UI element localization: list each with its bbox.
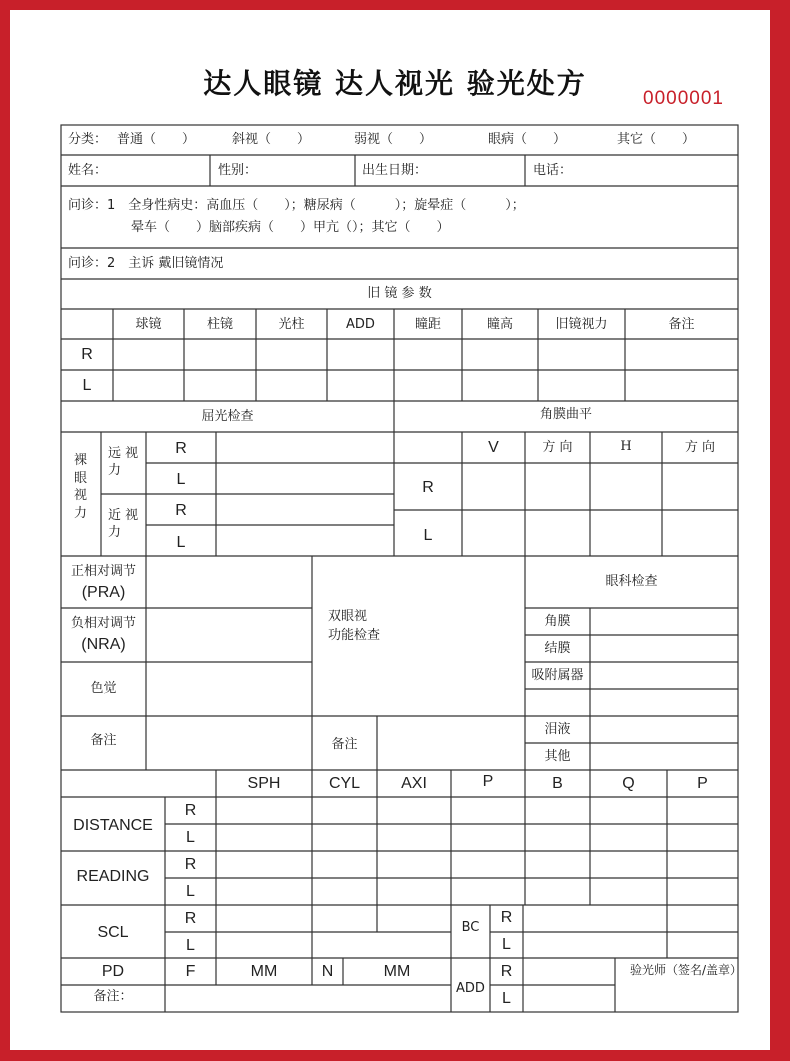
rx-header: AXI (401, 775, 427, 792)
pra-label: 正相对调节 (70, 564, 136, 579)
nra-abbr: (NRA) (81, 636, 126, 653)
add-l: L (502, 990, 511, 1007)
rx-header: Q (622, 775, 635, 792)
near-l: L (176, 534, 186, 551)
scl-label: SCL (97, 924, 129, 941)
other-checkbox[interactable]: 其它（ ） (617, 132, 696, 147)
pd-n: N (321, 963, 334, 980)
rx-header: P (482, 773, 494, 790)
eye-exam-item: 吸附属器 (531, 668, 584, 683)
remark-mid-label: 备注 (331, 737, 358, 752)
distance-l: L (186, 829, 195, 846)
cornea-v: V (488, 439, 499, 456)
pd-mm-far: MM (250, 963, 278, 980)
distance-label: DISTANCE (73, 817, 153, 834)
rx-header: CYL (328, 775, 361, 792)
reading-l: L (186, 883, 195, 900)
inquiry2-text: 问诊：2 主诉 戴旧镜情况 (68, 256, 224, 271)
eye-exam-item: 角膜 (544, 614, 571, 629)
eye-exam-item: 泪液 (544, 722, 571, 737)
eye-exam-item: 其他 (544, 749, 571, 764)
amblyopia-checkbox[interactable]: 弱视（ ） (354, 132, 433, 147)
old-lens-header: 备注 (668, 317, 695, 332)
old-lens-header: ADD (346, 317, 375, 332)
far-l: L (176, 471, 186, 488)
category-label: 分类： (68, 132, 108, 147)
birthday-field[interactable]: 出生日期： (362, 163, 428, 178)
binocular-label-2: 功能检查 (328, 628, 381, 643)
old-lens-header: 瞳高 (486, 317, 513, 332)
cornea-direction-2: 方 向 (684, 440, 716, 455)
inquiry1-line1: 问诊：1 全身性病史：高血压（ ）；糖尿病（ ）；旋晕症（ ）； (68, 198, 525, 213)
reading-r: R (184, 856, 197, 873)
cornea-h: H (620, 439, 632, 454)
old-lens-title: 旧 镜 参 数 (367, 286, 432, 301)
pd-f: F (185, 963, 196, 980)
bc-label: BC (461, 920, 480, 935)
eye-exam-item: 结膜 (544, 641, 571, 656)
pd-label: PD (101, 963, 125, 980)
old-lens-header: 旧镜视力 (555, 317, 608, 332)
cornea-r: R (422, 479, 434, 496)
add-label: ADD (456, 981, 485, 996)
eye-disease-checkbox[interactable]: 眼病（ ） (488, 132, 567, 147)
remark-left-label: 备注 (90, 733, 117, 748)
scl-r: R (184, 910, 197, 927)
naked-vision-label: 裸眼视力 (74, 453, 88, 521)
near-vision-label: 近 视力 (108, 508, 139, 540)
old-lens-header: 瞳距 (414, 317, 441, 332)
distance-r: R (184, 802, 197, 819)
cornea-title: 角膜曲平 (539, 407, 592, 422)
old-lens-r: R (81, 346, 93, 363)
inquiry1-line2: 晕车（ ）脑部疾病（ ）甲亢（）；其它（ ） (131, 220, 450, 235)
near-r: R (175, 502, 187, 519)
bottom-remark-label: 备注： (93, 989, 133, 1004)
reading-label: READING (76, 868, 150, 885)
page-title: 达人眼镜 达人视光 验光处方 (203, 67, 587, 100)
eye-exam-title: 眼科检查 (605, 574, 658, 589)
gender-field[interactable]: 性别： (218, 163, 258, 178)
optometrist-signature[interactable]: 验光师（签名/盖章） (630, 963, 743, 977)
nra-label: 负相对调节 (70, 616, 136, 631)
phone-field[interactable]: 电话： (533, 163, 573, 178)
old-lens-header: 光柱 (278, 317, 305, 332)
rx-header: B (552, 775, 563, 792)
normal-checkbox[interactable]: 普通（ ） (117, 132, 196, 147)
name-field[interactable]: 姓名： (68, 163, 108, 178)
rx-header: P (697, 775, 708, 792)
serial-number: 0000001 (643, 88, 724, 109)
old-lens-header: 柱镜 (206, 317, 233, 332)
old-lens-l: L (82, 377, 92, 394)
bc-r: R (500, 909, 513, 926)
far-vision-label: 远 视力 (108, 446, 139, 478)
strabismus-checkbox[interactable]: 斜视（ ） (232, 132, 311, 147)
color-vision-label: 色觉 (90, 681, 117, 696)
far-r: R (175, 440, 187, 457)
cornea-l: L (423, 527, 433, 544)
pra-abbr: (PRA) (81, 584, 126, 601)
add-r: R (500, 963, 513, 980)
bc-l: L (502, 936, 511, 953)
refraction-title: 屈光检查 (201, 409, 254, 424)
binocular-label-1: 双眼视 (328, 609, 368, 624)
old-lens-header: 球镜 (135, 317, 162, 332)
pd-mm-near: MM (383, 963, 411, 980)
rx-header: SPH (247, 775, 281, 792)
cornea-direction-1: 方 向 (542, 440, 573, 455)
scl-l: L (186, 937, 195, 954)
